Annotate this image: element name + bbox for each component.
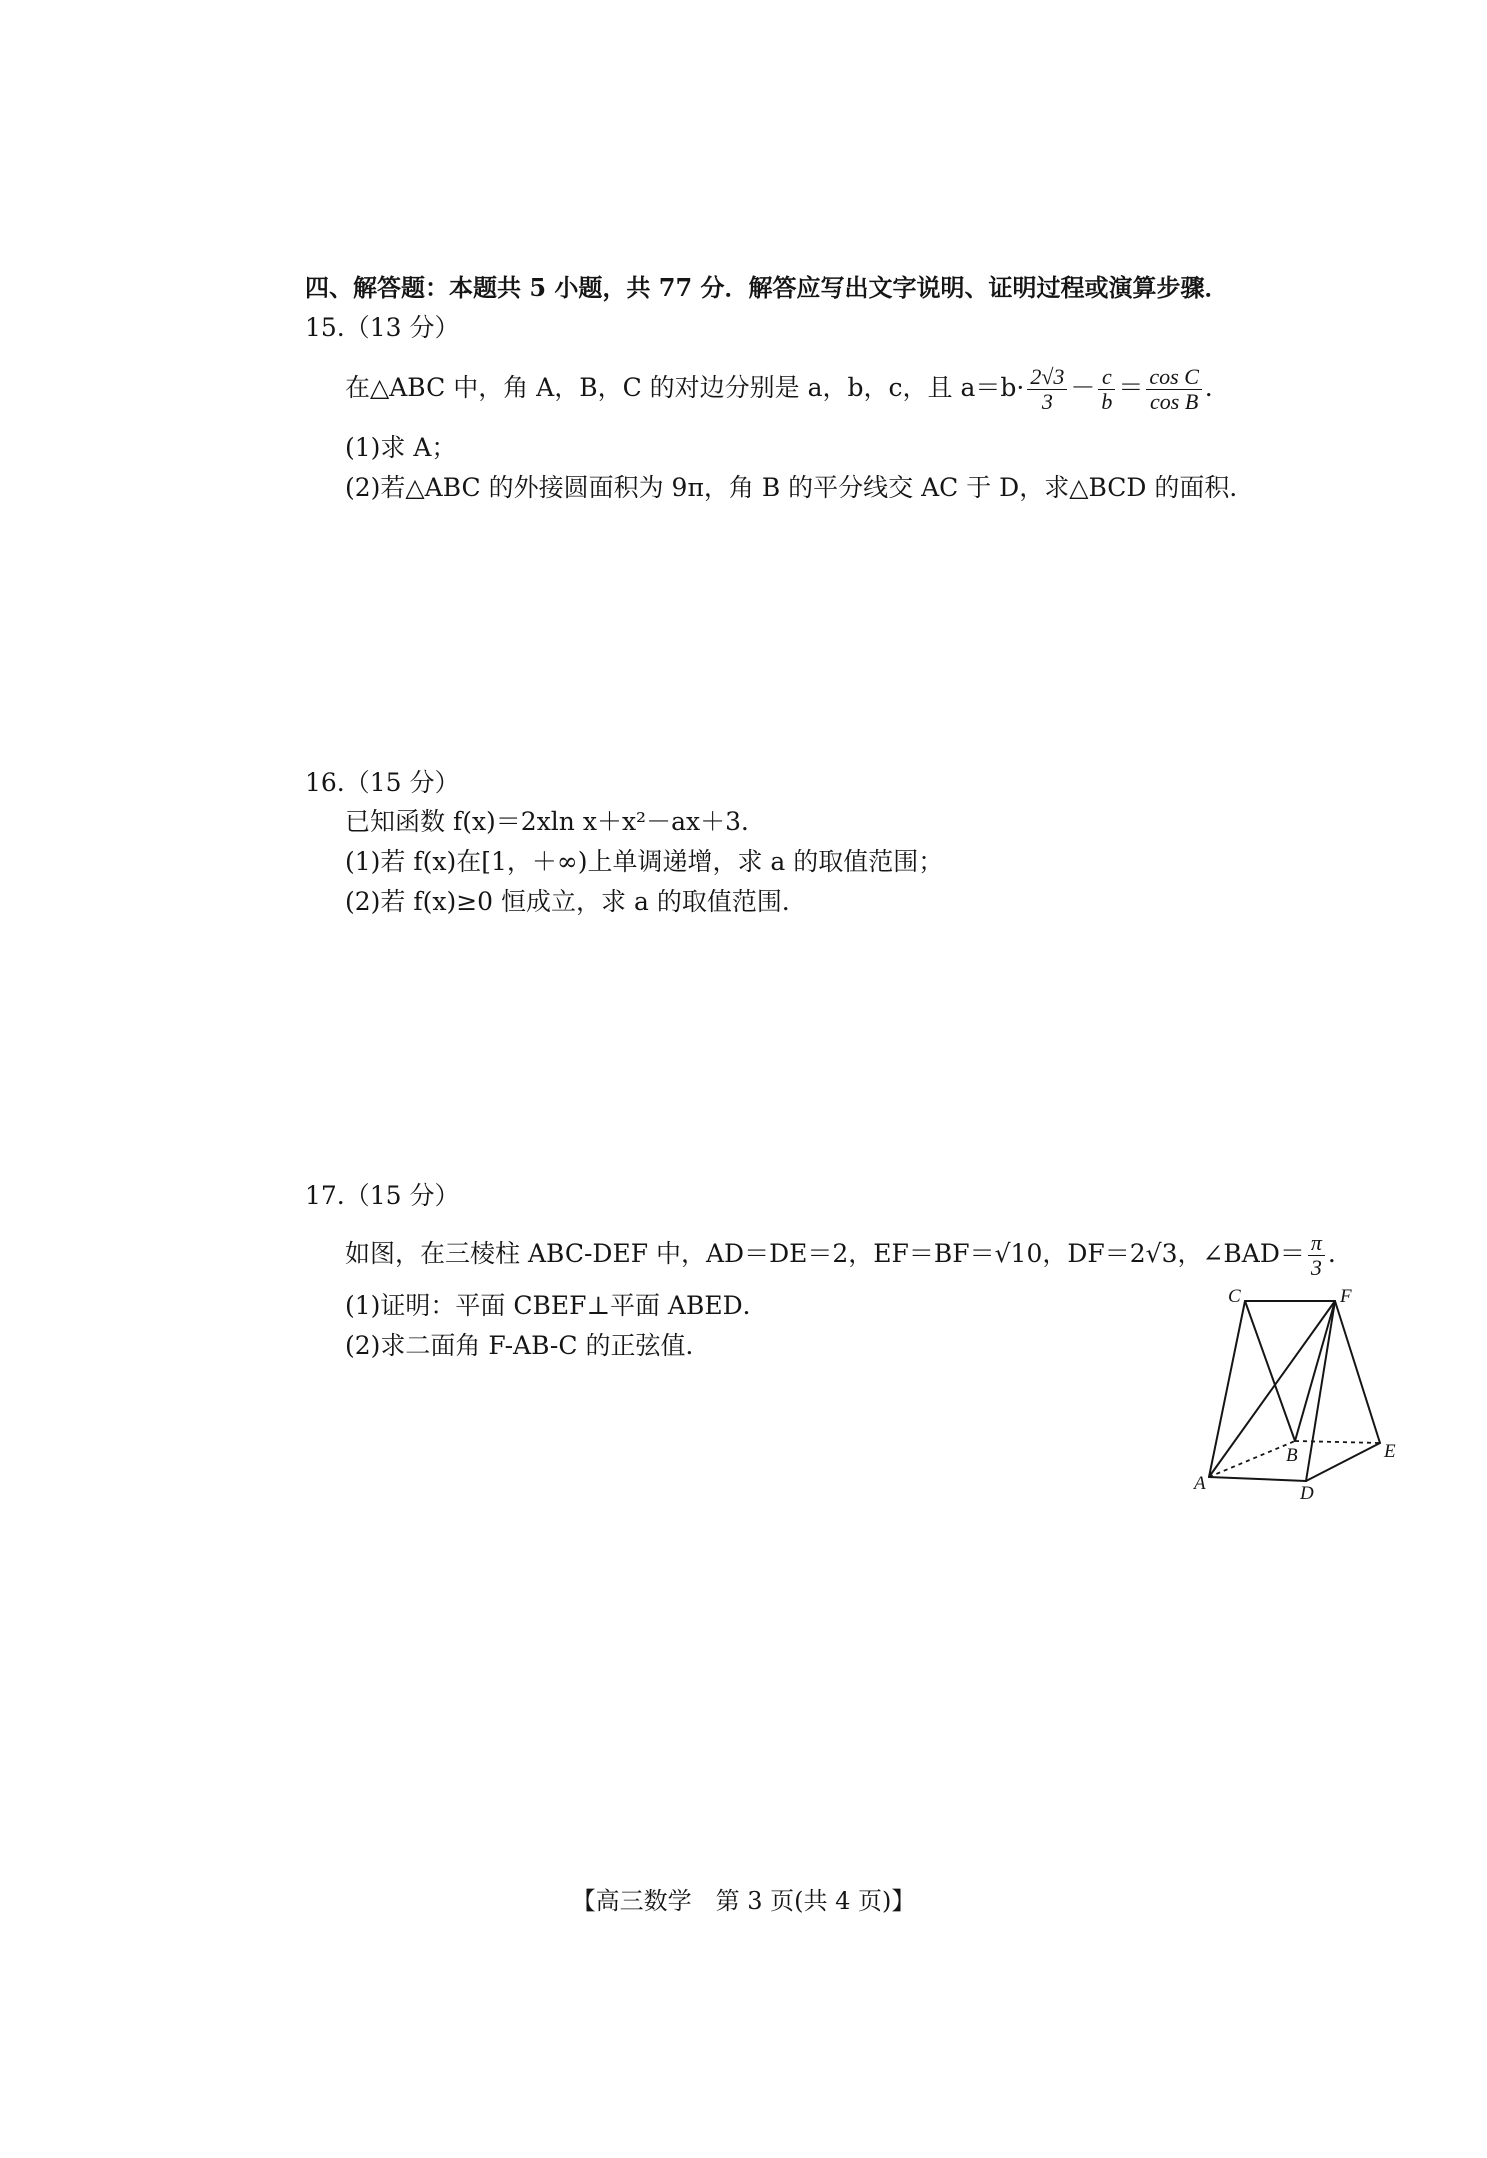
label-b: B <box>1286 1445 1298 1466</box>
q15-fraction-1-denominator: 3 <box>1041 389 1053 414</box>
q15-stem-prefix: 在△ABC 中，角 A，B，C 的对边分别是 a，b，c，且 a＝b· <box>345 373 1025 402</box>
prism-figure <box>1190 1285 1415 1500</box>
q17-stem-suffix: ． <box>1327 1239 1353 1268</box>
q17-fraction-denominator: 3 <box>1310 1255 1322 1280</box>
edge-cb <box>1245 1301 1295 1441</box>
q16-number: 16.（15 分） <box>305 768 460 797</box>
q16-part-2: (2)若 f(x)≥0 恒成立，求 a 的取值范围． <box>345 887 807 916</box>
q15-number: 15.（13 分） <box>305 313 460 342</box>
q17-number: 17.（15 分） <box>305 1181 460 1210</box>
q15-fraction-3 <box>1146 365 1202 414</box>
edge-fe <box>1335 1301 1380 1443</box>
q15-fraction-3-denominator: cos B <box>1150 389 1199 414</box>
edge-fd <box>1306 1301 1335 1481</box>
q17-stem <box>345 1228 1353 1280</box>
q15-minus: － <box>1070 373 1096 402</box>
label-d: D <box>1300 1483 1314 1500</box>
q16-stem: 已知函数 f(x)＝2xln x＋x²－ax＋3． <box>345 807 766 836</box>
label-a: A <box>1194 1473 1206 1494</box>
q15-fraction-2 <box>1098 365 1115 414</box>
q17-fraction-numerator: π <box>1308 1231 1325 1256</box>
q15-fraction-2-denominator: b <box>1101 389 1113 414</box>
label-e: E <box>1384 1441 1396 1462</box>
label-f: F <box>1340 1286 1352 1307</box>
q15-stem-suffix: ． <box>1204 373 1230 402</box>
q15-equals: ＝ <box>1118 373 1144 402</box>
q16-part-1: (1)若 f(x)在[1，＋∞)上单调递增，求 a 的取值范围； <box>345 847 944 876</box>
q15-fraction-2-numerator: c <box>1098 365 1115 390</box>
section-header: 四、解答题：本题共 5 小题，共 77 分．解答应写出文字说明、证明过程或演算步骤． <box>305 273 1229 302</box>
q17-part-1: (1)证明：平面 CBEF⊥平面 ABED． <box>345 1291 768 1320</box>
page-footer: 【高三数学 第 3 页(共 4 页)】 <box>571 1887 916 1915</box>
edge-de <box>1306 1443 1380 1481</box>
q15-part-1: (1)求 A； <box>345 433 457 462</box>
q15-fraction-1-numerator: 2√3 <box>1027 365 1067 390</box>
q17-stem-prefix: 如图，在三棱柱 ABC-DEF 中，AD＝DE＝2，EF＝BF＝√10，DF＝2√3，∠BAD＝ <box>345 1239 1305 1268</box>
q17-fraction <box>1308 1231 1325 1280</box>
hidden-edge-be <box>1295 1441 1380 1443</box>
q15-stem <box>345 362 1230 414</box>
edge-ad <box>1209 1477 1306 1481</box>
q15-fraction-3-numerator: cos C <box>1146 365 1202 390</box>
q17-part-2: (2)求二面角 F-AB-C 的正弦值． <box>345 1331 711 1360</box>
q15-part-2: (2)若△ABC 的外接圆面积为 9π，角 B 的平分线交 AC 于 D，求△BCD 的面积． <box>345 473 1255 502</box>
label-c: C <box>1228 1286 1241 1307</box>
q15-fraction-1 <box>1027 365 1067 414</box>
